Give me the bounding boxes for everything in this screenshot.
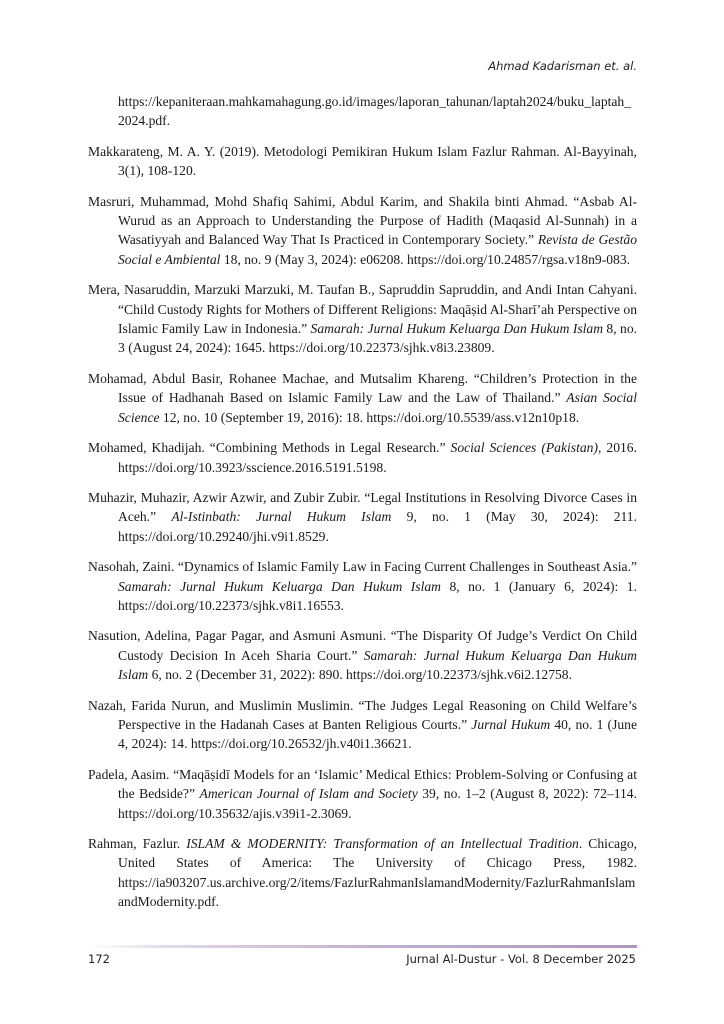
reference-details: 8, no. 1 (January 6, 2024): 1. https://doi.org/10.22373/sjhk.v8i1.16553. <box>118 578 637 613</box>
reference-text: Makkarateng, M. A. Y. (2019). Metodologi Pemikiran Hukum Islam Fazlur Rahman. Al-Bayyinah, 3(1), 108-120. <box>88 143 637 179</box>
reference-text: Muhazir, Muhazir, Azwir Azwir, and Zubir Zubir. “Legal Institutions in Resolving Divorce Cases in Aceh.” <box>88 489 637 525</box>
reference-details: 12, no. 10 (September 19, 2016): 18. https://doi.org/10.5539/ass.v12n10p18. <box>159 409 580 425</box>
reference-item <box>88 626 637 684</box>
reference-list <box>88 92 637 923</box>
reference-source-title: Revista de Gestão Social e Ambiental <box>118 232 638 267</box>
reference-item <box>88 557 637 615</box>
reference-source-title: Samarah: Jurnal Hukum Keluarga Dan Hukum Islam <box>118 578 441 594</box>
reference-item <box>88 438 637 477</box>
reference-item <box>88 765 637 823</box>
reference-continuation-url[interactable]: https://kepaniteraan.mahkamahagung.go.id/images/laporan_tahunan/laptah2024/buku_laptah_2024.pdf. <box>118 94 632 129</box>
reference-source-title: Al-Istinbath: Jurnal Hukum Islam <box>171 509 392 525</box>
reference-item <box>88 280 637 358</box>
reference-source-title: American Journal of Islam and Society <box>199 786 418 802</box>
footer-rule <box>88 945 637 948</box>
reference-text: Masruri, Muhammad, Mohd Shafiq Sahimi, Abdul Karim, and Shakila binti Ahmad. “Asbab Al-Wurud as an Approach to Understanding the Purpose of Hadith (Maqasid Al-Sunnah) in a Wasatiyyah and Balanced Way That Is Practiced in Contemporary Society.” <box>88 193 637 248</box>
reference-item <box>88 142 637 181</box>
reference-text: Mohamad, Abdul Basir, Rohanee Machae, and Mutsalim Khareng. “Children’s Protection in the Issue of Hadhanah Based on Islamic Family Law and the Law of Thailand.” <box>88 370 637 406</box>
reference-text: Nasution, Adelina, Pagar Pagar, and Asmuni Asmuni. “The Disparity Of Judge’s Verdict On Child Custody Decision In Aceh Sharia Court.” <box>88 628 637 663</box>
running-head-authors: Ahmad Kadarisman et. al. <box>488 59 637 73</box>
reference-item <box>88 369 637 427</box>
reference-text: Padela, Aasim. “Maqāṣidī Models for an ‘Islamic’ Medical Ethics: Problem-Solving or Confusing at the Bedside?” <box>88 766 637 802</box>
reference-details: 40, no. 1 (June 4, 2024): 14. https://doi.org/10.26532/jh.v40i1.36621. <box>118 716 637 752</box>
reference-text: Rahman, Fazlur. <box>88 836 187 851</box>
reference-source-title: Jurnal Hukum <box>471 716 551 732</box>
reference-text: Mera, Nasaruddin, Marzuki Marzuki, M. Taufan B., Sapruddin Sapruddin, and Andi Intan Cahyani. “Child Custody Rights for Mothers of Different Religions: Maqāṣid Al-Sharī’ah Perspective on Islamic Family Law in Indonesia.” <box>88 282 637 337</box>
reference-details: 6, no. 2 (December 31, 2022): 890. https://doi.org/10.22373/sjhk.v6i2.12758. <box>148 667 572 683</box>
journal-footer: Jurnal Al-Dustur - Vol. 8 December 2025 <box>406 952 636 966</box>
reference-text: Nazah, Farida Nurun, and Muslimin Muslimin. “The Judges Legal Reasoning on Child Welfare’s Perspective in the Hadanah Cases at Banten Religious Courts.” <box>88 697 637 732</box>
reference-item <box>88 834 637 912</box>
reference-source-title: Samarah: Jurnal Hukum Keluarga Dan Hukum Islam <box>310 321 604 337</box>
reference-details: , 2016. https://doi.org/10.3923/sscience.2016.5191.5198. <box>118 440 637 475</box>
page-number: 172 <box>88 952 110 966</box>
reference-source-title: Social Sciences (Pakistan) <box>450 440 598 456</box>
reference-text: Nasohah, Zaini. “Dynamics of Islamic Family Law in Facing Current Challenges in Southeast Asia.” <box>88 559 637 575</box>
reference-source-title: Asian Social Science <box>118 390 637 425</box>
reference-details: . Chicago, United States of America: The University of Chicago Press, 1982. https://ia903207.us.archive.org/2/items/FazlurRahmanIslamandModernity/FazlurRahmanIslamandModernity.pdf. <box>118 836 638 910</box>
reference-details: 18, no. 9 (May 3, 2024): e06208. https://doi.org/10.24857/rgsa.v18n9-083. <box>220 251 631 267</box>
reference-details: 9, no. 1 (May 30, 2024): 211. https://doi.org/10.29240/jhi.v9i1.8529. <box>118 509 637 544</box>
reference-details: 8, no. 3 (August 24, 2024): 1645. https://doi.org/10.22373/sjhk.v8i3.23809. <box>118 321 638 356</box>
reference-item <box>88 488 637 546</box>
reference-item <box>88 192 637 270</box>
reference-source-title: Samarah: Jurnal Hukum Keluarga Dan Hukum Islam <box>118 647 637 683</box>
reference-text: Mohamed, Khadijah. “Combining Methods in Legal Research.” <box>88 440 451 456</box>
reference-source-title: ISLAM & MODERNITY: Transformation of an Intellectual Tradition <box>186 836 579 851</box>
reference-item <box>88 696 637 754</box>
reference-details: 39, no. 1–2 (August 8, 2022): 72–114. https://doi.org/10.35632/ajis.v39i1-2.3069. <box>118 786 637 821</box>
